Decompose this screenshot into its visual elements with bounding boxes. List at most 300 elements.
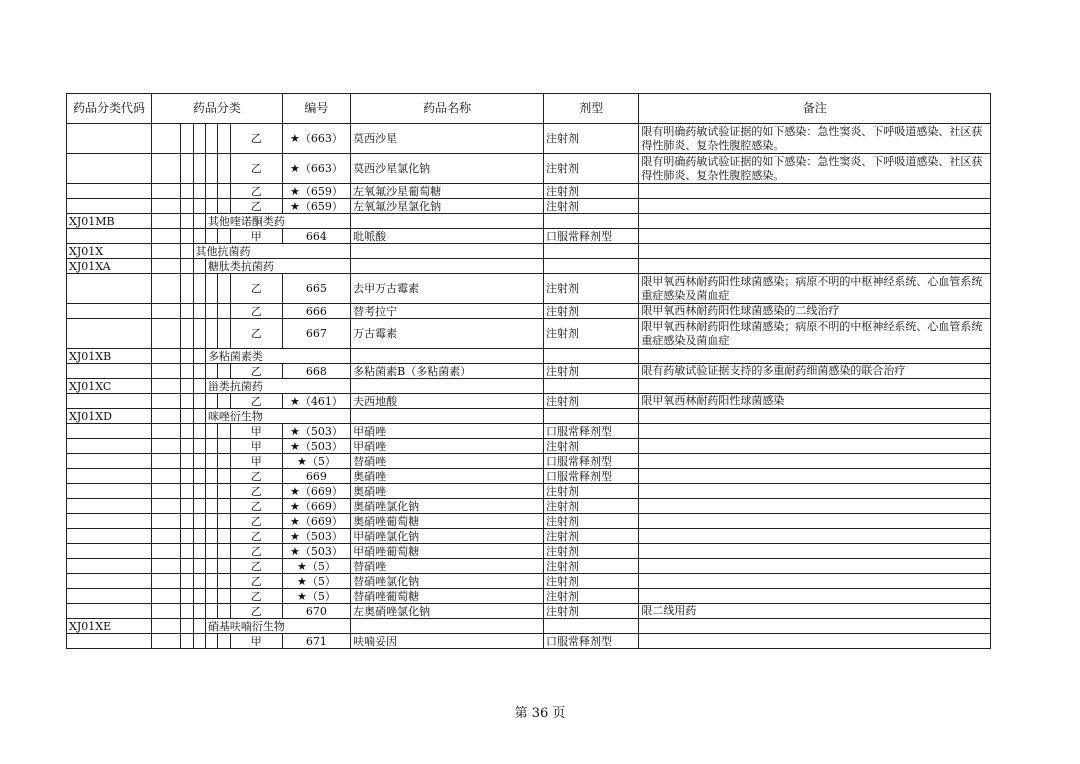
indent-cell (193, 439, 205, 454)
drug-name: 替硝唑 (351, 454, 544, 469)
indent-cell (152, 454, 181, 469)
indent-cell (181, 619, 193, 634)
drug-level: 乙 (230, 184, 282, 199)
indent-cell (205, 499, 217, 514)
header-name: 药品名称 (351, 94, 544, 124)
indent-cell (193, 589, 205, 604)
indent-cell (218, 544, 230, 559)
indent-cell (205, 319, 217, 349)
category-code (67, 364, 152, 379)
indent-cell (181, 559, 193, 574)
indent-cell (181, 184, 193, 199)
drug-level: 乙 (230, 544, 282, 559)
category-code (67, 634, 152, 649)
drug-note: 限二线用药 (639, 604, 991, 619)
indent-cell (152, 409, 181, 424)
drug-row (67, 574, 991, 589)
indent-cell (218, 274, 230, 304)
drug-row (67, 364, 991, 379)
category-code (67, 499, 152, 514)
indent-cell (152, 319, 181, 349)
indent-cell (181, 529, 193, 544)
indent-cell (193, 454, 205, 469)
drug-form: 注射剂 (544, 544, 639, 559)
category-row (67, 379, 991, 394)
category-code (67, 514, 152, 529)
drug-row (67, 124, 991, 154)
drug-form: 注射剂 (544, 364, 639, 379)
drug-row (67, 199, 991, 214)
category-row (67, 214, 991, 229)
header-category: 药品分类 (152, 94, 283, 124)
drug-level: 乙 (230, 154, 282, 184)
drug-form: 注射剂 (544, 499, 639, 514)
indent-cell (181, 589, 193, 604)
drug-level: 甲 (230, 424, 282, 439)
indent-cell (205, 394, 217, 409)
drug-level: 乙 (230, 604, 282, 619)
indent-cell (152, 364, 181, 379)
drug-form: 注射剂 (544, 439, 639, 454)
drug-row (67, 454, 991, 469)
drug-number: 666 (282, 304, 350, 319)
drug-name: 去甲万古霉素 (351, 274, 544, 304)
indent-cell (205, 154, 217, 184)
indent-cell (152, 499, 181, 514)
drug-note (639, 199, 991, 214)
indent-cell (152, 124, 181, 154)
drug-form: 口服常释剂型 (544, 229, 639, 244)
indent-cell (152, 604, 181, 619)
drug-note (639, 499, 991, 514)
drug-form: 注射剂 (544, 589, 639, 604)
drug-name: 替硝唑葡萄糖 (351, 589, 544, 604)
indent-cell (218, 319, 230, 349)
drug-form: 注射剂 (544, 199, 639, 214)
drug-row (67, 559, 991, 574)
indent-cell (205, 514, 217, 529)
indent-cell (181, 424, 193, 439)
category-label: 糖肽类抗菌药 (205, 259, 350, 274)
category-code (67, 394, 152, 409)
indent-cell (181, 379, 193, 394)
drug-form: 注射剂 (544, 304, 639, 319)
drug-row (67, 604, 991, 619)
drug-row (67, 589, 991, 604)
indent-cell (152, 214, 181, 229)
drug-name: 奥硝唑氯化钠 (351, 499, 544, 514)
drug-note: 限甲氧西林耐药阳性球菌感染；病原不明的中枢神经系统、心血管系统重症感染及菌血症 (639, 274, 991, 304)
indent-cell (193, 604, 205, 619)
category-code (67, 319, 152, 349)
category-code (67, 424, 152, 439)
drug-note (639, 514, 991, 529)
indent-cell (193, 409, 205, 424)
indent-cell (193, 259, 205, 274)
drug-form: 注射剂 (544, 319, 639, 349)
drug-name: 夫西地酸 (351, 394, 544, 409)
form-cell (544, 619, 639, 634)
category-code (67, 469, 152, 484)
drug-name: 甲硝唑 (351, 439, 544, 454)
indent-cell (152, 379, 181, 394)
indent-cell (218, 199, 230, 214)
indent-cell (152, 529, 181, 544)
drug-level: 乙 (230, 304, 282, 319)
drug-form: 注射剂 (544, 184, 639, 199)
drug-row (67, 394, 991, 409)
drug-note (639, 454, 991, 469)
drug-row (67, 424, 991, 439)
drug-note (639, 424, 991, 439)
drug-number: 671 (282, 634, 350, 649)
indent-cell (152, 274, 181, 304)
category-row (67, 349, 991, 364)
category-code (67, 154, 152, 184)
drug-row (67, 304, 991, 319)
indent-cell (205, 304, 217, 319)
indent-cell (152, 589, 181, 604)
indent-cell (181, 394, 193, 409)
drug-name: 左氧氟沙星氯化钠 (351, 199, 544, 214)
indent-cell (218, 634, 230, 649)
drug-number: 667 (282, 319, 350, 349)
category-row (67, 244, 991, 259)
indent-cell (218, 574, 230, 589)
category-code (67, 604, 152, 619)
category-code: XJ01XA (67, 259, 152, 274)
indent-cell (193, 184, 205, 199)
drug-level: 甲 (230, 439, 282, 454)
indent-cell (193, 199, 205, 214)
indent-cell (218, 424, 230, 439)
indent-cell (193, 304, 205, 319)
category-code (67, 529, 152, 544)
category-label: 其他喹诺酮类药 (205, 214, 350, 229)
drug-note (639, 634, 991, 649)
drug-number: ★（669） (282, 499, 350, 514)
indent-cell (193, 349, 205, 364)
drug-name: 甲硝唑葡萄糖 (351, 544, 544, 559)
indent-cell (193, 124, 205, 154)
indent-cell (193, 364, 205, 379)
indent-cell (181, 199, 193, 214)
indent-cell (205, 364, 217, 379)
category-code: XJ01XE (67, 619, 152, 634)
form-cell (544, 259, 639, 274)
note-cell (639, 409, 991, 424)
indent-cell (152, 559, 181, 574)
indent-cell (152, 154, 181, 184)
indent-cell (205, 439, 217, 454)
indent-cell (181, 124, 193, 154)
category-code (67, 229, 152, 244)
indent-cell (218, 529, 230, 544)
drug-note (639, 529, 991, 544)
drug-form: 口服常释剂型 (544, 454, 639, 469)
indent-cell (193, 634, 205, 649)
indent-cell (205, 604, 217, 619)
drug-name: 奥硝唑 (351, 484, 544, 499)
category-code: XJ01XB (67, 349, 152, 364)
drug-name: 替硝唑 (351, 559, 544, 574)
name-cell (351, 349, 544, 364)
indent-cell (218, 394, 230, 409)
indent-cell (181, 229, 193, 244)
drug-level: 乙 (230, 529, 282, 544)
drug-form: 注射剂 (544, 124, 639, 154)
note-cell (639, 349, 991, 364)
category-code (67, 184, 152, 199)
drug-number: ★（669） (282, 514, 350, 529)
drug-number: ★（659） (282, 184, 350, 199)
drug-number: ★（461） (282, 394, 350, 409)
drug-form: 注射剂 (544, 394, 639, 409)
indent-cell (193, 544, 205, 559)
form-cell (544, 244, 639, 259)
indent-cell (193, 154, 205, 184)
drug-form: 口服常释剂型 (544, 424, 639, 439)
drug-form: 口服常释剂型 (544, 469, 639, 484)
name-cell (351, 619, 544, 634)
category-code (67, 274, 152, 304)
drug-level: 乙 (230, 484, 282, 499)
drug-name: 甲硝唑氯化钠 (351, 529, 544, 544)
category-code (67, 589, 152, 604)
drug-number: ★（5） (282, 559, 350, 574)
indent-cell (193, 424, 205, 439)
indent-cell (152, 244, 181, 259)
category-code (67, 544, 152, 559)
indent-cell (152, 184, 181, 199)
category-label: 其他抗菌药 (193, 244, 351, 259)
indent-cell (181, 634, 193, 649)
indent-cell (181, 439, 193, 454)
form-cell (544, 409, 639, 424)
drug-number: 670 (282, 604, 350, 619)
indent-cell (218, 184, 230, 199)
drug-level: 乙 (230, 199, 282, 214)
indent-cell (205, 544, 217, 559)
drug-level: 乙 (230, 469, 282, 484)
drug-row (67, 529, 991, 544)
indent-cell (205, 424, 217, 439)
drug-note (639, 589, 991, 604)
indent-cell (205, 589, 217, 604)
category-code (67, 439, 152, 454)
drug-level: 甲 (230, 634, 282, 649)
header-form: 剂型 (544, 94, 639, 124)
indent-cell (181, 514, 193, 529)
indent-cell (205, 469, 217, 484)
indent-cell (205, 484, 217, 499)
indent-cell (205, 574, 217, 589)
drug-level: 乙 (230, 394, 282, 409)
indent-cell (181, 349, 193, 364)
drug-note (639, 469, 991, 484)
category-label: 咪唑衍生物 (205, 409, 350, 424)
indent-cell (205, 559, 217, 574)
note-cell (639, 379, 991, 394)
drug-row (67, 484, 991, 499)
indent-cell (152, 229, 181, 244)
drug-number: ★（503） (282, 424, 350, 439)
drug-form: 注射剂 (544, 484, 639, 499)
category-code (67, 199, 152, 214)
indent-cell (152, 199, 181, 214)
category-code (67, 574, 152, 589)
indent-cell (181, 259, 193, 274)
drug-name: 左奥硝唑氯化钠 (351, 604, 544, 619)
indent-cell (181, 604, 193, 619)
drug-row (67, 469, 991, 484)
category-row (67, 409, 991, 424)
category-code: XJ01MB (67, 214, 152, 229)
indent-cell (181, 574, 193, 589)
header-note: 备注 (639, 94, 991, 124)
category-label: 硝基呋喃衍生物 (205, 619, 350, 634)
name-cell (351, 244, 544, 259)
indent-cell (218, 304, 230, 319)
indent-cell (181, 499, 193, 514)
indent-cell (205, 184, 217, 199)
indent-cell (181, 544, 193, 559)
indent-cell (152, 484, 181, 499)
drug-level: 乙 (230, 124, 282, 154)
category-row (67, 619, 991, 634)
drug-form: 注射剂 (544, 274, 639, 304)
drug-form: 注射剂 (544, 154, 639, 184)
drug-number: ★（5） (282, 589, 350, 604)
drug-row (67, 499, 991, 514)
drug-level: 乙 (230, 499, 282, 514)
drug-name: 多粘菌素B（多粘菌素） (351, 364, 544, 379)
drug-note: 限有明确药敏试验证据的如下感染：急性窦炎、下呼吸道感染、社区获得性肺炎、复杂性腹腔感染。 (639, 124, 991, 154)
drug-name: 甲硝唑 (351, 424, 544, 439)
drug-number: ★（663） (282, 124, 350, 154)
drug-number: ★（5） (282, 574, 350, 589)
drug-note (639, 574, 991, 589)
indent-cell (181, 214, 193, 229)
drug-note (639, 544, 991, 559)
drug-number: 665 (282, 274, 350, 304)
drug-number: ★（659） (282, 199, 350, 214)
table-body (67, 124, 991, 649)
drug-catalog-table (66, 93, 991, 649)
indent-cell (193, 559, 205, 574)
table-header-row (67, 94, 991, 124)
page-number: 第 36 页 (514, 706, 566, 721)
indent-cell (152, 514, 181, 529)
drug-note (639, 484, 991, 499)
indent-cell (218, 439, 230, 454)
indent-cell (152, 469, 181, 484)
indent-cell (181, 304, 193, 319)
indent-cell (193, 274, 205, 304)
category-code (67, 484, 152, 499)
indent-cell (181, 319, 193, 349)
drug-name: 左氧氟沙星葡萄糖 (351, 184, 544, 199)
drug-note (639, 439, 991, 454)
indent-cell (205, 229, 217, 244)
indent-cell (152, 619, 181, 634)
drug-form: 注射剂 (544, 604, 639, 619)
drug-number: 668 (282, 364, 350, 379)
drug-level: 甲 (230, 229, 282, 244)
note-cell (639, 214, 991, 229)
indent-cell (218, 454, 230, 469)
indent-cell (218, 589, 230, 604)
indent-cell (181, 409, 193, 424)
form-cell (544, 379, 639, 394)
indent-cell (218, 484, 230, 499)
drug-form: 注射剂 (544, 559, 639, 574)
drug-level: 乙 (230, 574, 282, 589)
drug-level: 乙 (230, 514, 282, 529)
indent-cell (181, 469, 193, 484)
indent-cell (181, 274, 193, 304)
drug-name: 万古霉素 (351, 319, 544, 349)
drug-number: ★（503） (282, 544, 350, 559)
drug-number: ★（503） (282, 439, 350, 454)
drug-name: 替考拉宁 (351, 304, 544, 319)
drug-form: 注射剂 (544, 574, 639, 589)
indent-cell (193, 529, 205, 544)
drug-form: 注射剂 (544, 529, 639, 544)
drug-level: 乙 (230, 559, 282, 574)
indent-cell (193, 379, 205, 394)
drug-note (639, 229, 991, 244)
indent-cell (152, 439, 181, 454)
category-code: XJ01XD (67, 409, 152, 424)
indent-cell (193, 619, 205, 634)
drug-number: ★（663） (282, 154, 350, 184)
indent-cell (193, 574, 205, 589)
indent-cell (181, 244, 193, 259)
indent-cell (152, 544, 181, 559)
indent-cell (218, 499, 230, 514)
drug-name: 替硝唑氯化钠 (351, 574, 544, 589)
category-code: XJ01X (67, 244, 152, 259)
drug-level: 乙 (230, 589, 282, 604)
indent-cell (193, 469, 205, 484)
indent-cell (205, 529, 217, 544)
drug-note: 限甲氧西林耐药阳性球菌感染的二线治疗 (639, 304, 991, 319)
category-row (67, 259, 991, 274)
indent-cell (152, 424, 181, 439)
drug-row (67, 514, 991, 529)
category-code: XJ01XC (67, 379, 152, 394)
drug-note: 限有药敏试验证据支持的多重耐药细菌感染的联合治疗 (639, 364, 991, 379)
indent-cell (193, 229, 205, 244)
indent-cell (193, 319, 205, 349)
drug-name: 奥硝唑葡萄糖 (351, 514, 544, 529)
drug-name: 吡哌酸 (351, 229, 544, 244)
indent-cell (218, 229, 230, 244)
indent-cell (152, 574, 181, 589)
drug-note: 限甲氧西林耐药阳性球菌感染 (639, 394, 991, 409)
indent-cell (181, 454, 193, 469)
drug-row (67, 154, 991, 184)
indent-cell (193, 514, 205, 529)
category-code (67, 559, 152, 574)
indent-cell (218, 469, 230, 484)
drug-number: ★（503） (282, 529, 350, 544)
note-cell (639, 244, 991, 259)
drug-note (639, 559, 991, 574)
drug-name: 呋喃妥因 (351, 634, 544, 649)
drug-form: 注射剂 (544, 514, 639, 529)
